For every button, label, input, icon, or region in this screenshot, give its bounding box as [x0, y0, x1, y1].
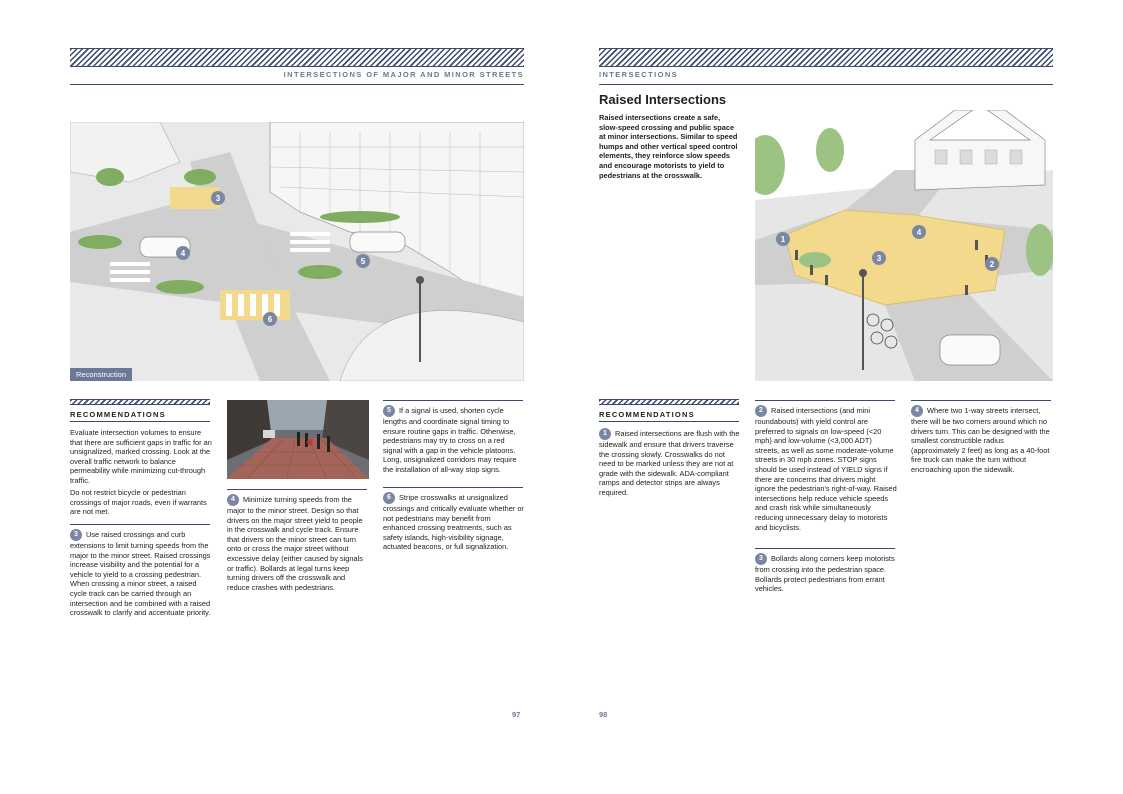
- illustration-drawing: [70, 122, 524, 381]
- page-title: Raised Intersections: [599, 92, 727, 107]
- item4-block: [227, 494, 369, 592]
- item1-number-badge: 1: [599, 428, 611, 440]
- item2-number-badge: 2: [755, 405, 767, 417]
- page-number-98: 98: [599, 710, 608, 719]
- item6-number-badge: 6: [383, 492, 395, 504]
- marker-2: 2: [989, 260, 995, 269]
- item3-rule: [70, 524, 210, 525]
- marker-4: 4: [180, 249, 186, 258]
- marker-5: 5: [360, 257, 366, 266]
- marker-1: 1: [780, 235, 786, 244]
- item3-number-badge: 3: [755, 553, 767, 565]
- intersection-illustration: [70, 122, 524, 381]
- recommendations-hatch: [599, 399, 739, 405]
- item2-text: Raised intersections (and mini roundabouts) with yield control are preferred to signals on low-speed (<20 mph) and low-volume (<3,000 ADT) streets, as well as some moderate-volume streets in 30 mph zones. STOP signs should be used instead of YIELD signs if there are concerns that drivers might ignore the pedestrian's right-of-way. Raised intersections help reduce vehicle speeds and crash risk while simultaneously reducing unnecessary delay to motorists and bicyclists.: [755, 405, 897, 532]
- street-photo-image: [227, 400, 369, 479]
- item1-text: Raised intersections are flush with the sidewalk and ensure that drivers traverse the crossing slowly. Crosswalks do not need to be marked unless they are not at grade with the sidewalk. ADA-compliant ramps and detector strips are always required.: [599, 428, 740, 497]
- item5-text: If a signal is used, shorten cycle lengths and coordinate signal timing to ensure routine gaps in traffic. Otherwise, pedestrians may try to cross on a red signal with a gap in the vehicle platoons. Long, unsignalized corridors may require the installation of all-way stop signs.: [383, 405, 517, 474]
- reconstruction-tag: Reconstruction: [70, 368, 132, 381]
- section-label: INTERSECTIONS OF MAJOR AND MINOR STREETS: [283, 70, 524, 79]
- item3-rule: [755, 548, 895, 549]
- item3-number-badge: 3: [70, 529, 82, 541]
- page-number-97: 97: [512, 710, 521, 719]
- raised-intersection-illustration: [755, 110, 1053, 381]
- item6-block: [383, 492, 525, 552]
- item4-number-badge: 4: [227, 494, 239, 506]
- item1-block: [599, 428, 741, 498]
- header-hatch-bar: [70, 48, 524, 67]
- recommendations-hatch: [70, 399, 210, 405]
- item3-text: Bollards along corners keep motorists from crossing into the pedestrian space. Bollards protect pedestrians from errant vehicles.: [755, 553, 895, 594]
- item4-block: [911, 405, 1053, 475]
- item4-rule: [911, 400, 1051, 401]
- item4-rule: [227, 489, 367, 490]
- item5-block: [383, 405, 525, 475]
- recommendations-heading: RECOMMENDATIONS: [599, 410, 695, 419]
- right-page: [561, 0, 1123, 794]
- raised-intersection-drawing: [755, 110, 1053, 381]
- recommendations-intro: Evaluate intersection volumes to ensure that there are sufficient gaps in traffic for an unsignalized, marked crossing. Look at the overall traffic network to balance permeability while minimizing cut-through traffic.: [70, 428, 212, 485]
- item6-rule: [383, 487, 523, 488]
- recommendations-intro-2: Do not restrict bicycle or pedestrian crossings of major roads, even if warrants are not met.: [70, 488, 207, 517]
- item6-text: Stripe crosswalks at unsignalized crossings and critically evaluate whether or not pedestrians may benefit from enhanced crossing treatments, such as safety islands, high-visibility signage, actuated beacons, or full signalization.: [383, 492, 524, 552]
- header-hatch-bar: [599, 48, 1053, 67]
- recommendations-rule: [599, 421, 739, 422]
- marker-3: 3: [876, 254, 882, 263]
- marker-3: 3: [215, 194, 221, 203]
- item4-number-badge: 4: [911, 405, 923, 417]
- item4-text: Where two 1-way streets intersect, there will be two corners around which no drivers turn. This can be designed with the smallest constructible radius (approximately 2 feet) as long as a 40-foot fire truck can make the turn without encroaching upon the sidewalk.: [911, 405, 1050, 474]
- street-photo: [227, 400, 369, 479]
- recommendations-rule: [70, 421, 210, 422]
- item3-block: [70, 529, 212, 618]
- item3-block: [755, 553, 897, 594]
- item5-rule: [383, 400, 523, 401]
- item4-text: Minimize turning speeds from the major to the minor street. Design so that drivers on the major street yield to people in the crosswalk and cycle track. Ensure that drivers on the minor street can turn onto or cross the major street without excessive delay (either caused by signals or traffic). Bollards at legal turns keep turning drivers off the crosswalk and reduce crashes with pedestrians.: [227, 494, 363, 592]
- section-label: INTERSECTIONS: [599, 70, 679, 79]
- marker-4: 4: [916, 228, 922, 237]
- header-rule: [599, 84, 1053, 85]
- item5-number-badge: 5: [383, 405, 395, 417]
- recommendations-heading: RECOMMENDATIONS: [70, 410, 166, 419]
- marker-6: 6: [267, 315, 273, 324]
- page-intro: Raised intersections create a safe, slow-speed crossing and public space at minor intersections. Similar to speed humps and other vertical speed control elements, they reinforce slow speeds and encourage motorists to yield to pedestrians at the crosswalk.: [599, 113, 738, 180]
- header-rule: [70, 84, 524, 85]
- item2-block: [755, 405, 897, 532]
- left-page: [0, 0, 561, 794]
- item2-rule: [755, 400, 895, 401]
- item3-text: Use raised crossings and curb extensions to limit turning speeds from the major to the minor street. Raised crossings increase visibility and the potential for a vehicle to yield to a crossing pedestrian. When crossing a minor street, a raised cycle track can be carried through an intersection and be combined with a raised crosswalk to clarify and accentuate priority.: [70, 529, 211, 618]
